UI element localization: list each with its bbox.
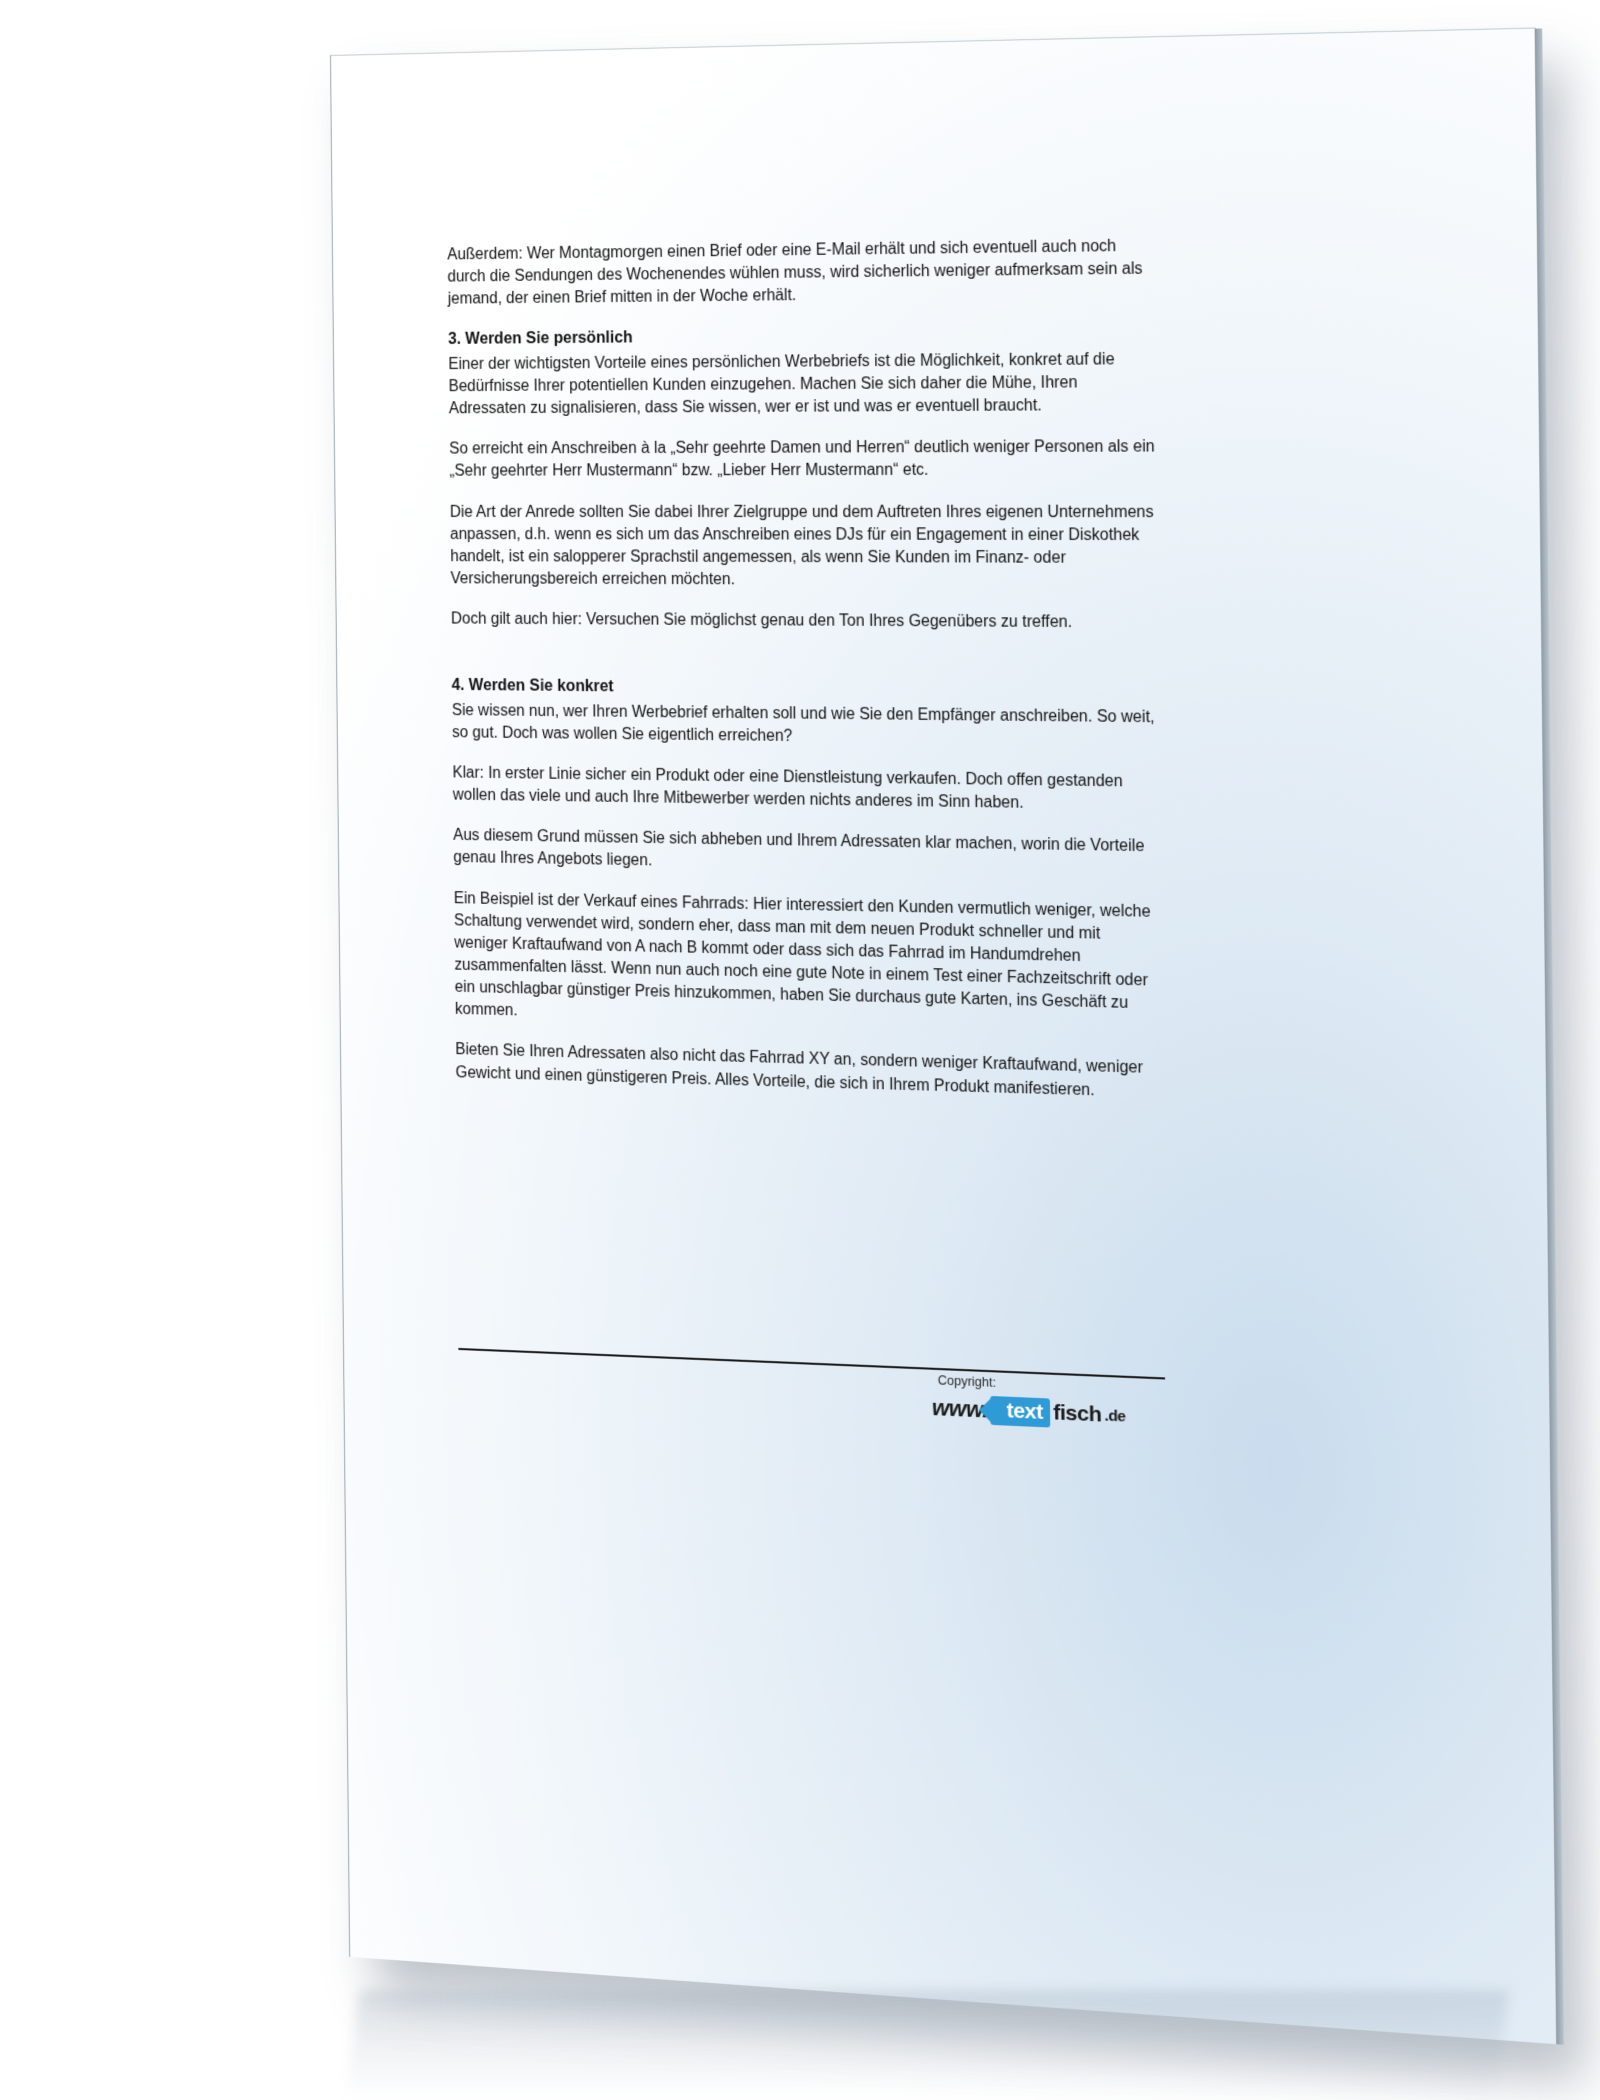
footer-divider: [458, 1348, 1165, 1380]
logo-fish-icon: text: [990, 1396, 1050, 1428]
copyright-label: Copyright:: [937, 1373, 997, 1391]
heading-section-3: 3. Werden Sie persönlich: [448, 329, 633, 349]
document-page-wrapper: [330, 55, 1560, 2015]
textfisch-logo: [932, 1393, 1126, 1430]
logo-fisch: fisch: [1053, 1400, 1102, 1427]
paragraph-4-1: Sie wissen nun, wer Ihren Werbebrief erhalten soll und wie Sie den Empfänger anschreiben. So weit, so gut. Doch was wollen Sie eigentlich erreichen?: [451, 701, 1155, 745]
paragraph-intro: Außerdem: Wer Montagmorgen einen Brief oder eine E-Mail erhält und sich eventuell auch noch durch die Sendungen des Wochenendes wühlen muss, wird sicherlich weniger aufmerksam sein als jemand, der einen Brief mitten in der Woche erhält.: [447, 237, 1143, 309]
paragraph-3-2: So erreicht ein Anschreiben à la „Sehr geehrte Damen und Herren“ deutlich weniger Personen als ein „Sehr geehrter Herr Mustermann“ bzw. „Lieber Herr Mustermann“ etc.: [449, 438, 1155, 481]
document-page: [330, 28, 1557, 2045]
page-reflection: [345, 1990, 1509, 2100]
paragraph-3-3: Die Art der Anrede sollten Sie dabei Ihrer Zielgruppe und dem Auftreten Ihres eigenen Unternehmens anpassen, d.h. wenn es sich um das Anschreiben eines DJs für ein Engagement in einer Diskothek handelt, ist ein salopperer Sprachstil angemessen, als wenn Sie Kunden im Finanz- oder Versicherungsbereich erreichen möchten.: [449, 503, 1154, 589]
heading-section-4: 4. Werden Sie konkret: [451, 677, 614, 696]
logo-tld: .de: [1104, 1406, 1126, 1426]
page-edge: [1535, 28, 1564, 2044]
paragraph-4-3: Aus diesem Grund müssen Sie sich abheben und Ihrem Adressaten klar machen, worin die Vorteile genau Ihres Angebots liegen.: [453, 826, 1145, 870]
paragraph-4-5: Bieten Sie Ihren Adressaten also nicht das Fahrrad XY an, sondern weniger Kraftaufwand, weniger Gewicht und einen günstigeren Preis. Alles Vorteile, die sich in Ihrem Produkt manifestieren.: [455, 1041, 1144, 1099]
document-content: [447, 235, 1162, 1104]
paragraph-4-2: Klar: In erster Linie sicher ein Produkt oder eine Dienstleistung verkaufen. Doch offen gestanden wollen das viele und auch Ihre Mitbewerber werden nichts anderes im Sinn haben.: [452, 764, 1123, 812]
paragraph-3-1: Einer der wichtigsten Vorteile eines persönlichen Werbebriefs ist die Möglichkeit, konkret auf die Bedürfnisse Ihrer potentiellen Kunden einzugehen. Machen Sie sich daher die Mühe, Ihren Adressaten zu signalisieren, dass Sie wissen, wer er ist und was er eventuell braucht.: [448, 350, 1115, 418]
logo-www: www.: [931, 1394, 989, 1423]
paragraph-3-4: Doch gilt auch hier: Versuchen Sie möglichst genau den Ton Ihres Gegenübers zu treffen.: [450, 610, 1073, 632]
paragraph-4-4: Ein Beispiel ist der Verkauf eines Fahrrads: Hier interessiert den Kunden vermutlich weniger, welche Schaltung verwendet wird, sondern eher, dass man mit dem neuen Produkt schneller und mit weniger Kraftaufwand von A nach B kommt oder dass sich das Fahrrad im Handumdrehen zusammenfalten lässt. Wenn nun auch noch eine gute Note in einem Test einer Fachzeitschrift oder ein unschlagbar günstiger Preis hinzukommen, haben Sie durchaus gute Karten, ins Geschäft zu kommen.: [453, 889, 1151, 1020]
